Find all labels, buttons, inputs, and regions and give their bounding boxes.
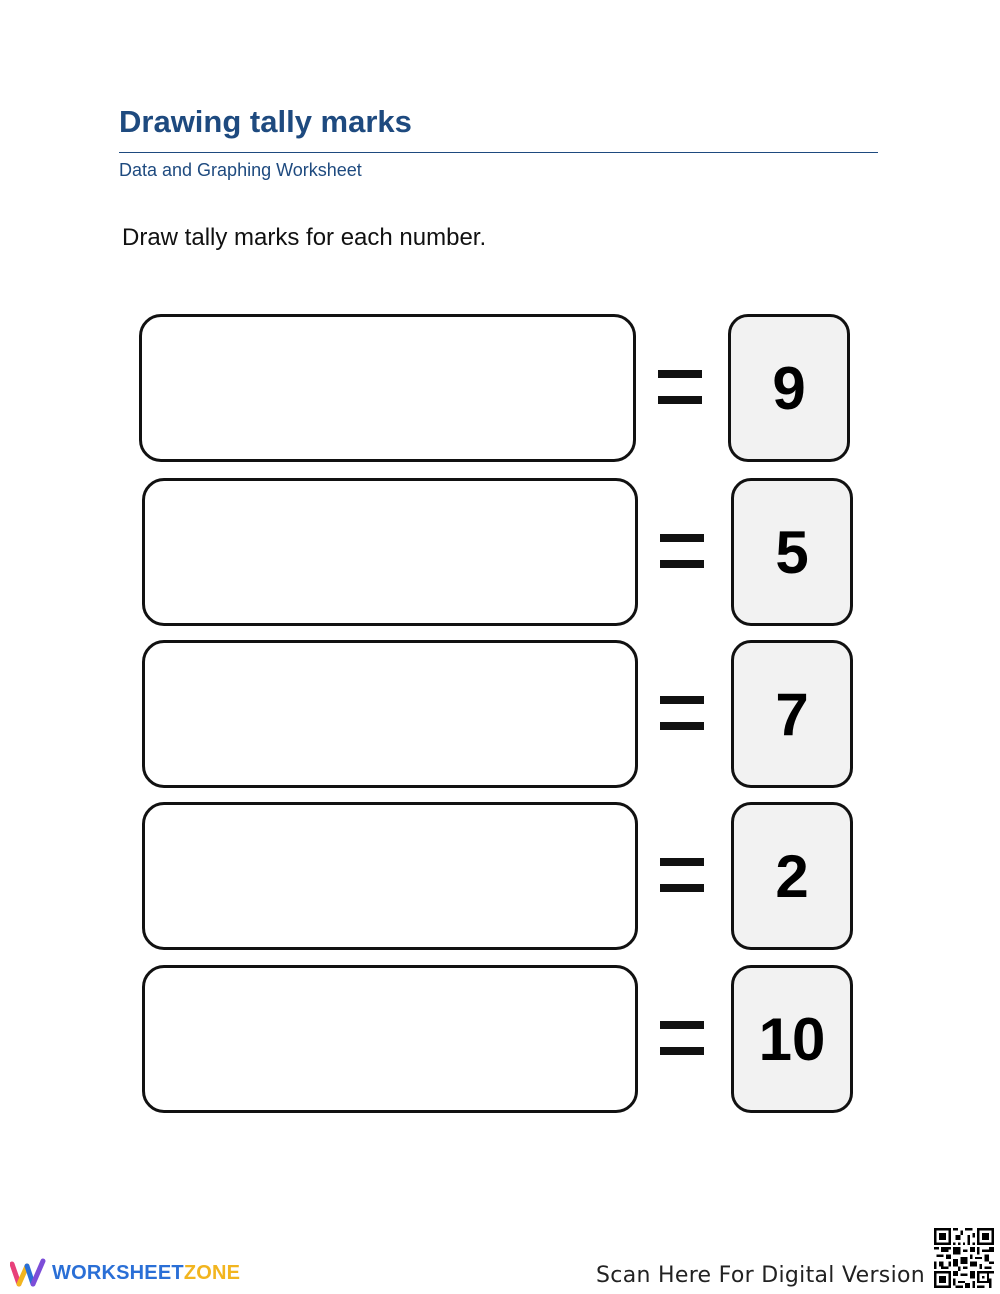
equals-sign [660,534,704,570]
brand-name: WORKSHEETZONE [52,1262,241,1284]
tally-answer-box-3[interactable] [142,640,638,788]
instruction-text: Draw tally marks for each number. [122,224,487,251]
scan-prompt: Scan Here For Digital Version [596,1263,925,1288]
title-divider [119,152,878,153]
number-box-1: 9 [728,314,850,462]
page-title: Drawing tally marks [119,104,412,139]
equals-sign [660,1021,704,1057]
qr-code-icon[interactable] [934,1228,994,1288]
equals-sign [658,370,702,406]
equals-sign [660,696,704,732]
brand-logo[interactable] [10,1258,240,1288]
number-box-4: 2 [731,802,853,950]
tally-answer-box-2[interactable] [142,478,638,626]
tally-answer-box-5[interactable] [142,965,638,1113]
number-box-3: 7 [731,640,853,788]
number-box-2: 5 [731,478,853,626]
number-box-5: 10 [731,965,853,1113]
equals-sign [660,858,704,894]
worksheetzone-logo-icon [10,1258,46,1288]
page-subtitle: Data and Graphing Worksheet [119,160,362,180]
tally-answer-box-4[interactable] [142,802,638,950]
tally-answer-box-1[interactable] [139,314,636,462]
